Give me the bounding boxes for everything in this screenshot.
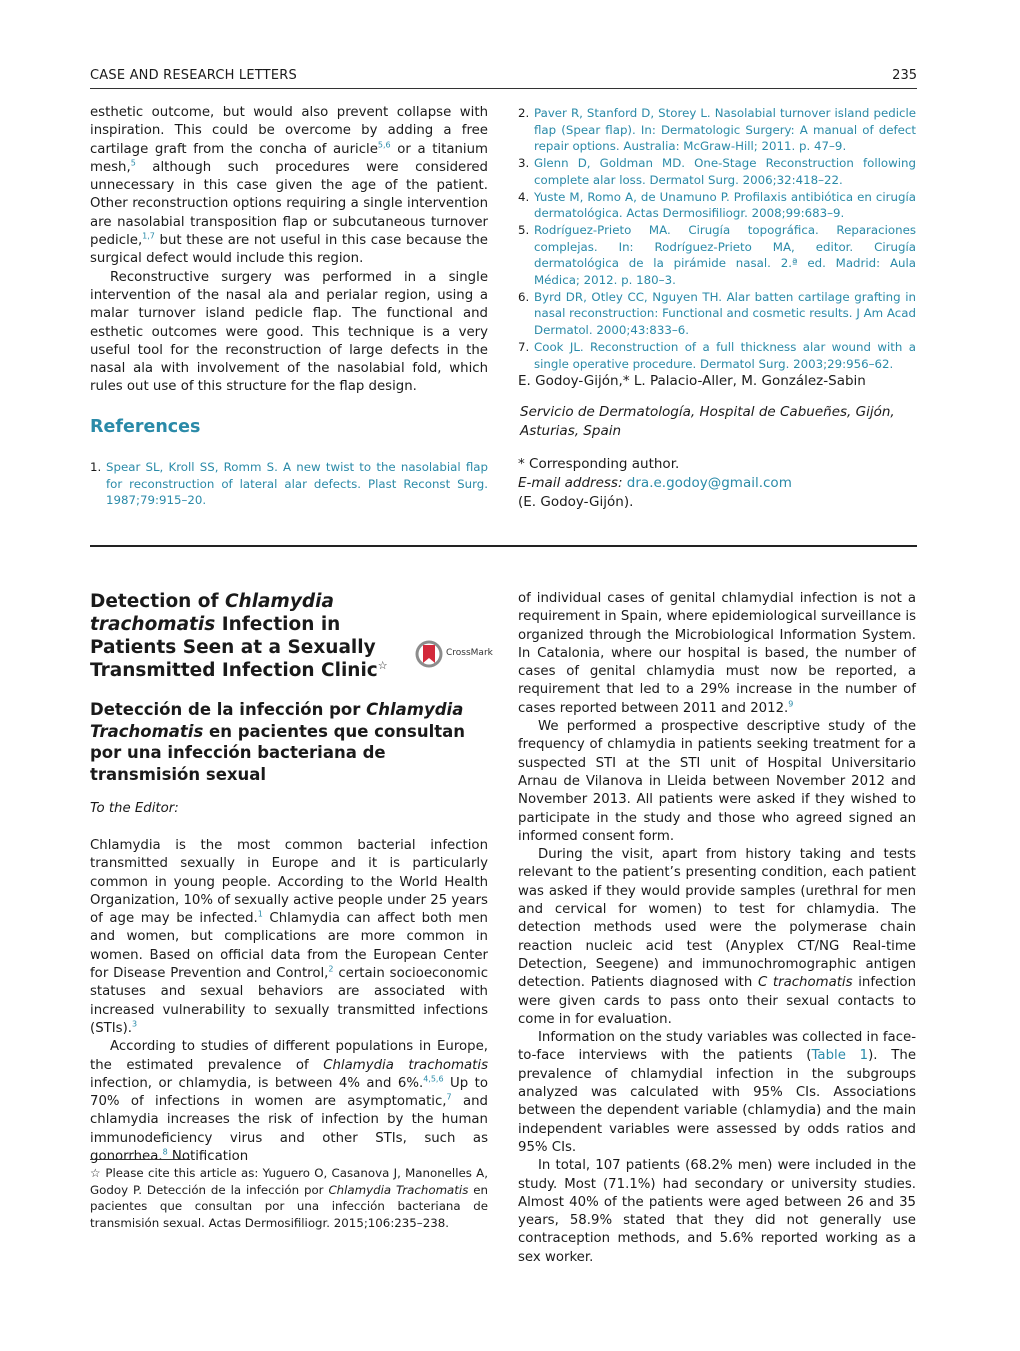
citation-link[interactable]: 1,7 [142,231,155,241]
email-owner: (E. Godoy-Gijón). [518,494,634,510]
crossmark-label: CrossMark [446,648,493,658]
article-paragraph-4: We performed a prospective descriptive study of the frequency of chlamydia in patients seeking treatment for a suspected STI at the STI unit of Hospital Universitario Arnau de Vilanova in Lleida between November 2012 and November 2013. All patients were asked if they wished to participate in the study and those who agreed signed an informed consent form. [518,719,916,844]
crossmark-badge[interactable] [414,639,493,669]
email-link[interactable]: dra.e.godoy@gmail.com [626,475,792,491]
citation-link[interactable]: 9 [788,699,794,709]
running-head [90,68,917,89]
citation-link[interactable]: 1 [257,909,263,919]
article-title: Detection of Chlamydia trachomatis Infection in Patients Seen at a Sexually Transmitted Infection Clinic☆ [90,591,388,681]
article-paragraph-6: Information on the study variables was collected in face-to-face interviews with the patients (Table 1). The prevalence of chlamydial infection in the subgroups analyzed was calculated with 95% CIs. Associations between the dependent variable (chlamydia) and the main independent variables were assessed by odds ratios and 95% CIs. [518,1030,917,1155]
article-paragraph-3: of individual cases of genital chlamydial infection is not a requirement in Spain, where epidemiological surveillance is organized through the Microbiological Information System. In Catalonia, where our hospital is based, the number of cases of genital chlamydia must now be reported, a requirement that led to a 29% increase in the number of cases reported between 2011 and 2012.$^9$ [518,591,916,716]
article-paragraph-5: During the visit, apart from history taking and tests relevant to the patient’s presenting condition, each patient was asked if they would provide samples (urethral for men and cervical for women) to test for chlamydia. The detection methods used were the polymerase chain reaction nucleic acid test (Anyplex CT/NG Real-time Detection, Seegene) and immunochromographic antigen detection. Patients diagnosed with C trachomatis infection were given cards to pass onto their sexual contacts to come in for evaluation. [518,847,916,1027]
prev-article-left-column [90,104,488,397]
citation-link[interactable]: 2 [328,964,334,974]
citation-link[interactable]: 8 [162,1147,168,1157]
reference-item[interactable]: 6. Byrd DR, Otley CC, Nguyen TH. Alar batten cartilage grafting in nasal reconstruction: Functional and cosmetic results. J Am Acad Dermatol. 2000;43:833–6. [518,289,916,338]
reference-item[interactable]: 3. Glenn D, Goldman MD. One-Stage Reconstruction following complete alar loss. Dermatol Surg. 2006;32:418–22. [518,156,916,187]
article-title-block [90,590,390,682]
citation-link[interactable]: 3 [132,1019,138,1029]
author-block [518,372,916,512]
title-footnote-mark[interactable]: ☆ [377,658,388,672]
article-subtitle-spanish: Detección de la infección por Chlamydia Trachomatis en pacientes que consultan por una infección bacteriana de transmisión sexual [90,700,466,784]
footnote-rule [90,1159,190,1160]
article-paragraph-2: According to studies of different populations in Europe, the estimated prevalence of Chlamydia trachomatis infection, or chlamydia, is between 4% and 6%.$^{4,5,6}$ Up to 70% of infections in women are asymptomatic,$^7$ and chlamydia increases the risk of infection by the human immunodeficiency virus and other STIs, such as gonorrhea.$^8$ Notification [90,1039,488,1165]
reference-item[interactable]: 1. Spear SL, Kroll SS, Romm S. A new twist to the nasolabial flap for reconstruction of lateral alar defects. Plast Reconst Surg. 1987;79:915–20. [90,460,488,508]
references-list-right [518,105,916,372]
references-heading: References [90,417,201,437]
salutation: To the Editor: [90,801,179,816]
section-label: CASE AND RESEARCH LETTERS [90,68,297,83]
reference-item[interactable]: 5. Rodríguez-Prieto MA. Cirugía topográfica. Reparaciones complejas. In: Rodríguez-Prieto MA, editor. Cirugía dermatológica de la pirámide nasal. 2.ª ed. Madrid: Aula Médica; 2012. p. 180–3. [518,222,916,288]
prev-paragraph-2: Reconstructive surgery was performed in a single intervention of the nasal ala and perialar region, using a malar turnover island pedicle flap. The functional and esthetic outcomes were good. This technique is a very useful tool for the reconstruction of large defects in the nasal ala with involvement of the nasolabial fold, which rules out use of this structure for the flap design. [90,269,488,395]
table-1-link[interactable]: Table 1 [811,1048,869,1064]
article-paragraph-1: Chlamydia is the most common bacterial infection transmitted sexually in Europe and it is particularly common in young people. According to the World Health Organization, 10% of sexually active people under 25 years of age may be infected.$^1$ Chlamydia can affect both men and women, but complications are more common in women. Based on official data from the European Center for Disease Prevention and Control,$^2$ certain socioeconomic statuses and sexual behaviors are associated with increased vulnerability to sexually transmitted infections (STIs).$^3$ [90,838,489,1036]
reference-item[interactable]: 4. Yuste M, Romo A, de Unamuno P. Profilaxis antibiótica en cirugía dermatológica. Actas Dermosifiliogr. 2008;99:683–9. [518,189,916,221]
article-right-column [518,590,916,1267]
email-line: E-mail address: dra.e.godoy@gmail.com [518,475,792,491]
page-number: 235 [892,68,917,83]
footnote-mark: ☆ [90,1166,102,1180]
citation-link[interactable]: 4,5,6 [423,1074,444,1084]
citation-link[interactable]: 5,6 [377,140,391,150]
citation-link[interactable]: 7 [446,1092,452,1102]
article-paragraph-7: In total, 107 patients (68.2% men) were included in the study. Most (71.1%) had secondary or university studies. Almost 40% of the patients were aged between 26 and 35 years, 58.9% stated that they did not generally use contraception methods, and 5.6% reported working as a sex worker. [518,1158,916,1265]
reference-item[interactable]: 2. Paver R, Stanford D, Storey L. Nasolabial turnover island pedicle flap (Spear flap). In: Dermatologic Surgery: A manual of defect repair options. Australia: McGraw-Hill; 2011. p. 47–9. [518,106,916,154]
article-left-column [90,837,488,1166]
subtitle-block [90,699,488,785]
crossmark-icon [414,639,444,669]
citation-link[interactable]: 5 [130,158,136,168]
prev-paragraph-1: esthetic outcome, but would also prevent collapse with inspiration. This could be overcome by adding a free cartilage graft from the concha of auricle$^{5,6}$ or a titanium mesh,$^5$ although such procedures were considered unnecessary in this case given the age of the patient. Other reconstruction options requiring a single intervention are nasolabial transposition flap or subcutaneous turnover pedicle,$^{1,7}$ but these are not useful in this case because the surgical defect would include this region. [90,105,488,267]
article-divider [90,545,917,547]
affiliation: Servicio de Dermatología, Hospital de Cabueñes, Gijón, Asturias, Spain [520,404,895,439]
corresponding-author: * Corresponding author. [518,456,680,472]
authors: E. Godoy-Gijón,* L. Palacio-Aller, M. González-Sabin [518,373,866,389]
reference-item[interactable]: 7. Cook JL. Reconstruction of a full thickness alar wound with a single operative procedure. Dermatol Surg. 2003;29:956–62. [518,339,916,371]
footnote: ☆ Please cite this article as: Yuguero O, Casanova J, Manonelles A, Godoy P. Detección de la infección por Chlamydia Trachomatis en pacientes que consultan por una infección bacteriana de transmisión sexual. Actas Dermosifiliogr. 2015;106:235–238. [90,1166,488,1230]
references-list-left [90,459,488,509]
